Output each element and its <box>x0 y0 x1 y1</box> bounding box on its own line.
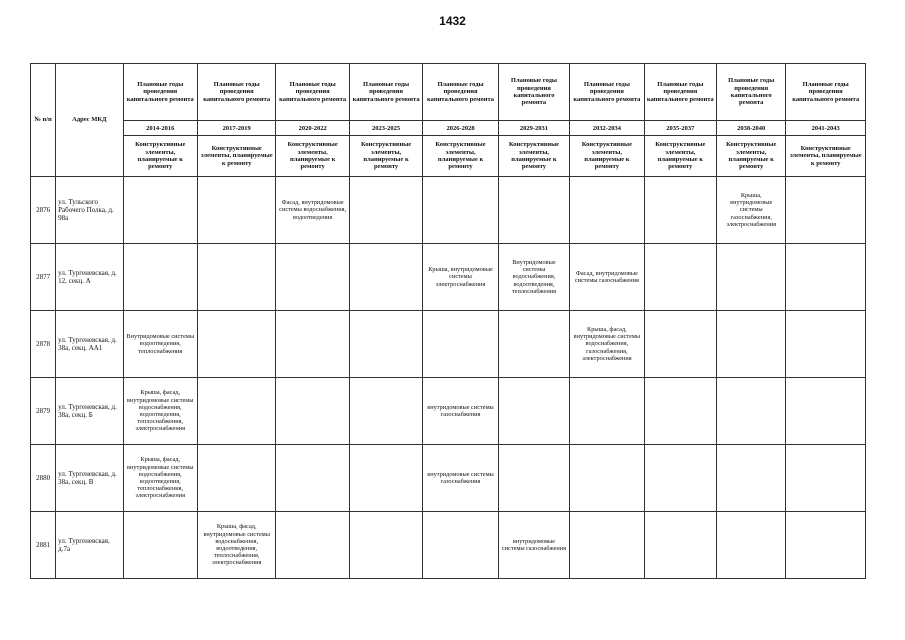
elements-header: Конструктивные элементы, планируемые к ремонту <box>644 136 716 177</box>
repair-elements-cell: внутридомовые системы газоснабжения <box>423 378 498 445</box>
repair-elements-cell: Крыша, внутридомовые системы электроснабжения <box>423 244 498 311</box>
year-range-header: 2032-2034 <box>570 121 644 136</box>
table-row <box>31 512 866 579</box>
year-range-header: 2023-2025 <box>349 121 422 136</box>
row-number: 2878 <box>31 311 56 378</box>
row-number: 2877 <box>31 244 56 311</box>
repair-elements-cell: внутридомовые системы газоснабжения <box>498 512 569 579</box>
table-row <box>31 445 866 512</box>
repair-elements-cell <box>498 445 569 512</box>
table-row <box>31 177 866 244</box>
year-range-header: 2017-2019 <box>197 121 275 136</box>
repair-elements-cell <box>786 177 866 244</box>
row-number: 2879 <box>31 378 56 445</box>
repair-elements-cell <box>498 177 569 244</box>
year-range-header: 2041-2043 <box>786 121 866 136</box>
elements-header: Конструктивные элементы, планируемые к ремонту <box>717 136 786 177</box>
row-address: ул. Тургеневская, д. 38а, секц. АА1 <box>56 311 123 378</box>
year-range-header: 2038-2040 <box>717 121 786 136</box>
repair-elements-cell <box>786 378 866 445</box>
row-address: ул. Тургеневская, д. 38а, секц. Б <box>56 378 123 445</box>
repair-elements-cell <box>644 378 716 445</box>
elements-header: Конструктивные элементы, планируемые к ремонту <box>570 136 644 177</box>
repair-elements-cell <box>644 445 716 512</box>
repair-elements-cell: Фасад, внутридомовые системы водоснабжения, водоотведения <box>276 177 349 244</box>
year-range-header: 2035-2037 <box>644 121 716 136</box>
repair-elements-cell <box>570 378 644 445</box>
repair-elements-cell <box>276 445 349 512</box>
repair-elements-cell <box>197 378 275 445</box>
period-header: Плановые годы проведения капитального ремонта <box>276 64 349 121</box>
repair-elements-cell <box>276 378 349 445</box>
repair-elements-cell <box>349 311 422 378</box>
repair-elements-cell: Фасад, внутридомовые системы газоснабжения <box>570 244 644 311</box>
repair-elements-cell <box>197 311 275 378</box>
repair-elements-cell <box>570 512 644 579</box>
repair-elements-cell <box>123 244 197 311</box>
repair-elements-cell <box>786 445 866 512</box>
repair-elements-cell <box>644 244 716 311</box>
repair-elements-cell <box>717 512 786 579</box>
year-range-header: 2014-2016 <box>123 121 197 136</box>
period-header: Плановые годы проведения капитального ремонта <box>644 64 716 121</box>
repair-elements-cell: Внутридомовые системы водоотведения, теплоснабжения <box>123 311 197 378</box>
repair-elements-cell <box>570 445 644 512</box>
repair-elements-cell <box>786 244 866 311</box>
elements-header: Конструктивные элементы, планируемые к ремонту <box>123 136 197 177</box>
repair-elements-cell: Крыша, фасад, внутридомовые системы водоснабжения, водоотведения, теплоснабжения, электроснабжения <box>197 512 275 579</box>
header-row-years <box>31 121 866 136</box>
repair-elements-cell: Внутридомовые системы водоснабжения, водоотведения, теплоснабжения <box>498 244 569 311</box>
period-header: Плановые годы проведения капитального ремонта <box>197 64 275 121</box>
repair-elements-cell: Крыша, фасад, внутридомовые системы водоснабжения, водоотведения, теплоснабжения, электроснабжения <box>123 445 197 512</box>
repair-elements-cell <box>197 445 275 512</box>
repair-elements-cell <box>717 378 786 445</box>
elements-header: Конструктивные элементы, планируемые к ремонту <box>349 136 422 177</box>
page-number: 1432 <box>439 14 466 28</box>
repair-elements-cell <box>423 311 498 378</box>
period-header: Плановые годы проведения капитального ремонта <box>123 64 197 121</box>
repair-elements-cell <box>786 512 866 579</box>
repair-elements-cell <box>717 445 786 512</box>
repair-elements-cell <box>423 177 498 244</box>
repair-elements-cell <box>717 244 786 311</box>
repair-elements-cell <box>644 177 716 244</box>
row-address: ул. Тургеневская, д. 12, секц. А <box>56 244 123 311</box>
repair-elements-cell <box>349 445 422 512</box>
year-range-header: 2020-2022 <box>276 121 349 136</box>
period-header: Плановые годы проведения капитального ремонта <box>423 64 498 121</box>
repair-elements-cell <box>786 311 866 378</box>
repair-elements-cell: внутридомовые системы газоснабжения <box>423 445 498 512</box>
repair-elements-cell <box>349 177 422 244</box>
repair-elements-cell <box>276 244 349 311</box>
repair-elements-cell <box>498 311 569 378</box>
period-header: Плановые годы проведения капитального ремонта <box>570 64 644 121</box>
row-address: ул. Тургеневская, д.7а <box>56 512 123 579</box>
repair-elements-cell <box>570 177 644 244</box>
header-row-elements <box>31 136 866 177</box>
row-address: ул. Тургеневская, д. 38а, секц. В <box>56 445 123 512</box>
period-header: Плановые годы проведения капитального ремонта <box>498 64 569 121</box>
period-header: Плановые годы проведения капитального ремонта <box>786 64 866 121</box>
repair-elements-cell <box>197 177 275 244</box>
repair-elements-cell <box>123 512 197 579</box>
period-header: Плановые годы проведения капитального ремонта <box>349 64 422 121</box>
row-address: ул. Тульского Рабочего Полка, д. 98а <box>56 177 123 244</box>
elements-header: Конструктивные элементы, планируемые к ремонту <box>786 136 866 177</box>
table-row <box>31 378 866 445</box>
row-number: 2880 <box>31 445 56 512</box>
row-number: 2881 <box>31 512 56 579</box>
year-range-header: 2029-2031 <box>498 121 569 136</box>
repair-elements-cell <box>423 512 498 579</box>
repair-elements-cell <box>717 311 786 378</box>
repair-elements-cell <box>644 512 716 579</box>
elements-header: Конструктивные элементы, планируемые к ремонту <box>423 136 498 177</box>
repair-elements-cell <box>123 177 197 244</box>
period-header: Плановые годы проведения капитального ремонта <box>717 64 786 121</box>
table-row <box>31 311 866 378</box>
repair-elements-cell: Крыша, фасад, внутридомовые системы водоснабжения, водоотведения, теплоснабжения, электроснабжения <box>123 378 197 445</box>
repair-elements-cell <box>276 311 349 378</box>
table-row <box>31 244 866 311</box>
repair-elements-cell <box>349 512 422 579</box>
repair-elements-cell: Крыша, внутридомовые системы газоснабжения, электроснабжения <box>717 177 786 244</box>
elements-header: Конструктивные элементы, планируемые к ремонту <box>498 136 569 177</box>
repair-elements-cell <box>644 311 716 378</box>
repair-elements-cell <box>349 244 422 311</box>
repair-elements-cell <box>276 512 349 579</box>
repair-elements-cell <box>197 244 275 311</box>
address-header: Адрес МКД <box>56 64 123 177</box>
num-header: № п/п <box>31 64 56 177</box>
year-range-header: 2026-2028 <box>423 121 498 136</box>
elements-header: Конструктивные элементы, планируемые к ремонту <box>197 136 275 177</box>
repair-elements-cell <box>349 378 422 445</box>
elements-header: Конструктивные элементы, планируемые к ремонту <box>276 136 349 177</box>
row-number: 2876 <box>31 177 56 244</box>
repair-elements-cell <box>498 378 569 445</box>
repair-elements-cell: Крыша, фасад, внутридомовые системы водоснабжения, газоснабжения, электроснабжения <box>570 311 644 378</box>
header-row-period <box>31 64 866 121</box>
capital-repair-table <box>30 63 866 579</box>
